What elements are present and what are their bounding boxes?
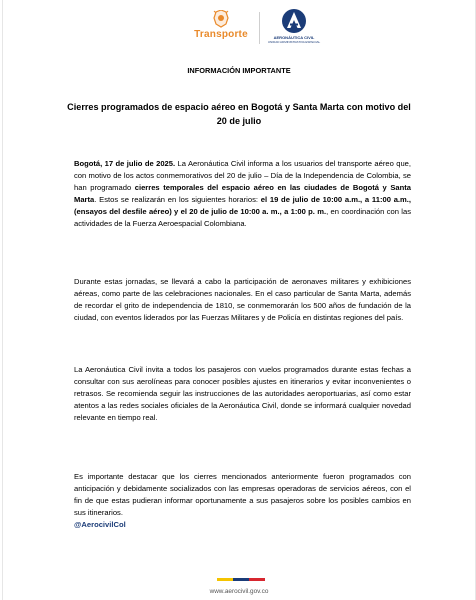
aerocivil-logo xyxy=(265,8,323,44)
paragraph-coordination: Es importante destacar que los cierres mencionados anteriormente fueron programados con anticipación y debidamente socializados con las empresas operadoras de servicios aéreos, con el fin de que estas pudieran informar oportunamente a sus pasajeros sobre los posibles cambios en sus itinerarios. xyxy=(74,471,411,517)
logo-divider xyxy=(259,12,260,44)
intro-text-3: , en coordinación con las actividades de la Fuerza Aeroespacial Colombiana. xyxy=(74,206,411,228)
colombia-flag-stripe xyxy=(217,578,265,581)
paragraph-passengers: La Aeronáutica Civil invita a todos los pasajeros con vuelos programados durante estas fechas a consultar con sus aerolíneas para conocer posibles ajustes en itinerarios y evitar inconvenientes o retrasos. Se recomienda seguir las instrucciones de las autoridades aeroportuarias, así como estar atentos a las redes sociales oficiales de la Aeronáutica Civil, donde se informará cualquier novedad relevante en tiempo real. xyxy=(74,364,411,422)
intro-text-1: La Aeronáutica Civil informa a los usuarios del transporte aéreo que, con motivo de los actos conmemorativos del 20 de julio – Día de la Independencia de Colombia, se han programado xyxy=(74,158,412,192)
footer-website-link[interactable]: www.aerocivil.gov.co xyxy=(209,588,269,595)
press-release-title: Cierres programados de espacio aéreo en Bogotá y Santa Marta con motivo del 20 de julio xyxy=(67,102,411,126)
intro-bold-closures: cierres temporales del espacio aéreo en las ciudades de Bogotá y Santa Marta xyxy=(74,182,412,204)
paragraph-intro xyxy=(74,158,411,230)
transporte-logo xyxy=(189,10,253,40)
flag-red xyxy=(249,578,265,581)
flag-blue xyxy=(233,578,249,581)
aerocivil-name: AERONÁUTICA CIVIL xyxy=(273,35,315,40)
social-handle-link[interactable]: @AerocivilCol xyxy=(74,520,126,529)
important-info-heading: INFORMACIÓN IMPORTANTE xyxy=(187,66,291,75)
flag-yellow xyxy=(217,578,233,581)
paragraph-events: Durante estas jornadas, se llevará a cabo la participación de aeronaves militares y exhibiciones aéreas, como parte de las celebraciones nacionales. En el caso particular de Santa Marta, además de recordar el grito de independencia de 1810, se conmemorarán los 500 años de fundación de la ciudad, con eventos liderados por las Fuerzas Militares y de Policía en distintas regiones del país. xyxy=(74,276,411,322)
letterhead xyxy=(3,8,475,48)
transporte-shield-icon xyxy=(213,10,229,28)
aerocivil-subtitle: UNIDAD ADMINISTRATIVA ESPECIAL xyxy=(267,40,321,44)
intro-bold-schedule: el 19 de julio de 10:00 a.m., a 11:00 a.m., (ensayos del desfile aéreo) y el 20 de julio de 10:00 a. m., a 1:00 p. m. xyxy=(74,194,411,216)
dateline: Bogotá, 17 de julio de 2025. xyxy=(74,158,176,168)
aerocivil-logo-icon xyxy=(281,8,307,34)
press-release-page xyxy=(2,0,476,600)
transporte-logo-text: Transporte xyxy=(194,29,248,40)
intro-text-2: . Estos se realizarán en los siguientes horarios: xyxy=(94,194,261,204)
